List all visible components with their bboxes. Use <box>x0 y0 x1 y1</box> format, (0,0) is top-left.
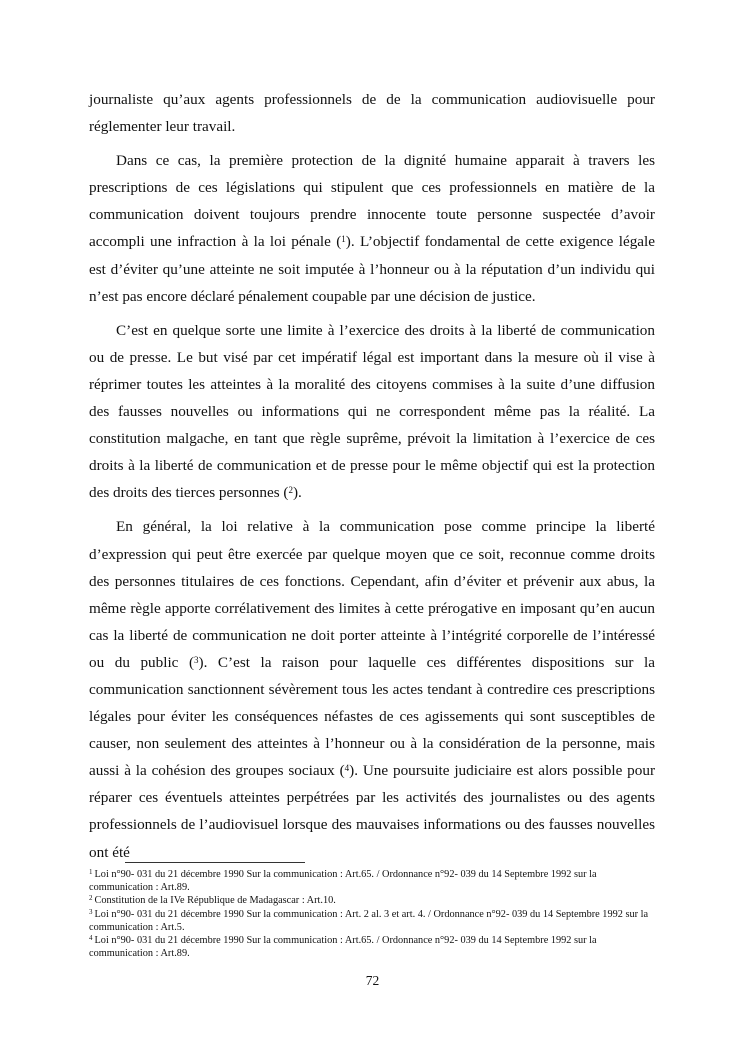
footnote-number: 1 <box>89 868 93 876</box>
footnote-ref-4[interactable]: 4 <box>344 763 350 774</box>
footnote-ref-3[interactable]: 3 <box>194 654 199 665</box>
paragraph-4-text-b: ). C’est la raison pour laquelle ces différentes dispositions sur la communication sanctionnent sévèrement tous les actes tendant à contredire ces prescriptions légales pour éviter les conséquences néfastes de ces agissements qui sont susceptibles de causer, non seulement des atteintes à l’honneur ou à la considération de la personne, mais aussi à la cohésion des groupes sociaux ( <box>89 653 655 780</box>
page-number: 72 <box>365 973 380 988</box>
footnotes <box>89 868 659 960</box>
paragraph-3-text-b: ). <box>293 484 302 502</box>
paragraph-4-text-a: En général, la loi relative à la communication pose comme principe la liberté d’expression qui peut être exercée par quelque moyen que ce soit, reconnue comme droits des personnes titulaires de ces fonctions. Cependant, afin d’éviter et prévenir aux abus, la même règle apporte corrélativement des limites à cette prérogative en imposant qu’en aucun cas la liberté de communication ne doit porter atteinte à l’intégrité corporelle de l’intéressé ou du public ( <box>89 518 655 671</box>
footnote <box>89 894 659 907</box>
paragraph-2-text-a: Dans ce cas, la première protection de la dignité humaine apparait à travers les prescriptions de ces législations qui stipulent que ces professionnels en matière de la communication doivent toujours prendre innocente toute personne suspectée d’avoir accompli une infraction à la loi pénale ( <box>89 152 655 251</box>
footnote-ref-1[interactable]: 1 <box>341 234 346 245</box>
paragraph-3-text-a: C’est en quelque sorte une limite à l’exercice des droits à la liberté de communication ou de presse. Le but visé par cet impératif légal est important dans la mesure où il vise à réprimer toutes les atteintes à la moralité des citoyens commises à la suite d’une diffusion des fausses nouvelles ou informations qui ne correspondent même pas la réalité. La constitution malgache, en tant que règle suprême, prévoit la limitation à l’exercice de ces droits à la liberté de communication et de presse pour le même objectif qui est la protection des droits des tierces personnes ( <box>89 321 655 502</box>
paragraph-1 <box>89 86 655 140</box>
footnote <box>89 934 659 960</box>
paragraph-4 <box>89 513 655 865</box>
footnote-text: Constitution de la IVe République de Madagascar : Art.10. <box>94 895 336 907</box>
footnote-ref-2[interactable]: 2 <box>288 485 293 496</box>
footnote-number: 2 <box>89 894 93 903</box>
paragraph-3 <box>89 317 655 507</box>
footnote <box>89 908 659 934</box>
footnote-text: Loi n°90- 031 du 21 décembre 1990 Sur la communication : Art.65. / Ordonnance n°92- 039 du 14 Septembre 1992 sur la communication : Art.89. <box>89 935 597 960</box>
paragraph-4-text-c: ). Une poursuite judiciaire est alors possible pour réparer ces éventuels atteintes perpétrées par les activités des journalistes ou des agents professionnels de l’audiovisuel lorsque des mauvaises informations ou des fausses nouvelles ont été <box>89 762 656 861</box>
footnote-text: Loi n°90- 031 du 21 décembre 1990 Sur la communication : Art. 2 al. 3 et art. 4. / Ordonnance n°92- 039 du 14 Septembre 1992 sur la communication : Art.5. <box>89 908 649 933</box>
paragraph-2 <box>89 147 655 310</box>
footnote-text: Loi n°90- 031 du 21 décembre 1990 Sur la communication : Art.65. / Ordonnance n°92- 039 du 14 Septembre 1992 sur la communication : Art.89. <box>89 869 597 894</box>
footnote <box>89 868 659 894</box>
paragraph-2-text-b: ). L’objectif fondamental de cette exigence légale est d’éviter qu’une atteinte ne soit imputée à l’honneur ou à la réputation d’un individu qui n’est pas encore déclaré pénalement coupable par une décision de justice. <box>89 233 655 305</box>
footnote-number: 3 <box>89 907 93 916</box>
footnote-number: 4 <box>89 934 93 943</box>
paragraph-1-text: journaliste qu’aux agents professionnels de de la communication audiovisuelle pour réglementer leur travail. <box>89 91 655 136</box>
footnote-separator <box>125 862 305 863</box>
body-text <box>89 86 655 873</box>
